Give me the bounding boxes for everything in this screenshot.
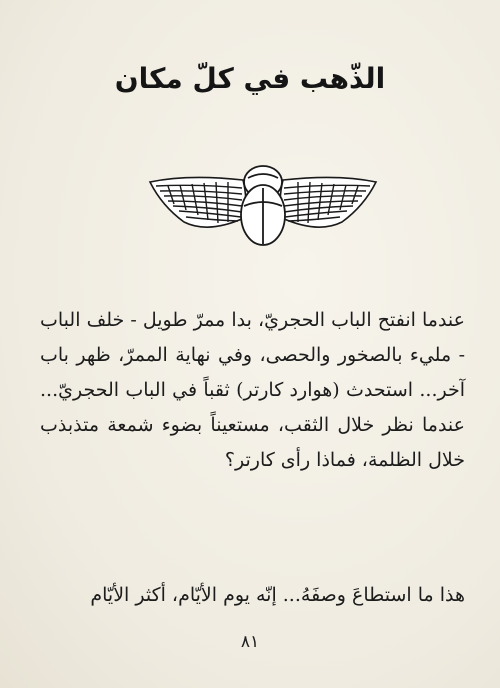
winged-scarab-icon	[148, 160, 378, 250]
page-number: ٨١	[240, 632, 260, 652]
paragraph-1: عندما انفتح الباب الحجريّ، بدا ممرّ طويل - خلف الباب - مليء بالصخور والحصى، وفي نهاية الممرّ، ظهر باب آخر... استحدث (هوارد كارتر) ثقباً في الباب الحجريّ... عندما نظر خلال الثقب، مستعيناً بضوء شمعة متذبذب خلال الظلمة، فماذا رأى كارتر؟	[40, 309, 465, 471]
body-paragraph-2	[40, 578, 465, 613]
paragraph-2: هذا ما استطاعَ وصفَهُ... إنّه يوم الأيّام، أكثر الأيّام	[90, 584, 465, 606]
page-title: الذّهب في كلّ مكان	[114, 62, 386, 95]
body-paragraph	[40, 303, 465, 478]
